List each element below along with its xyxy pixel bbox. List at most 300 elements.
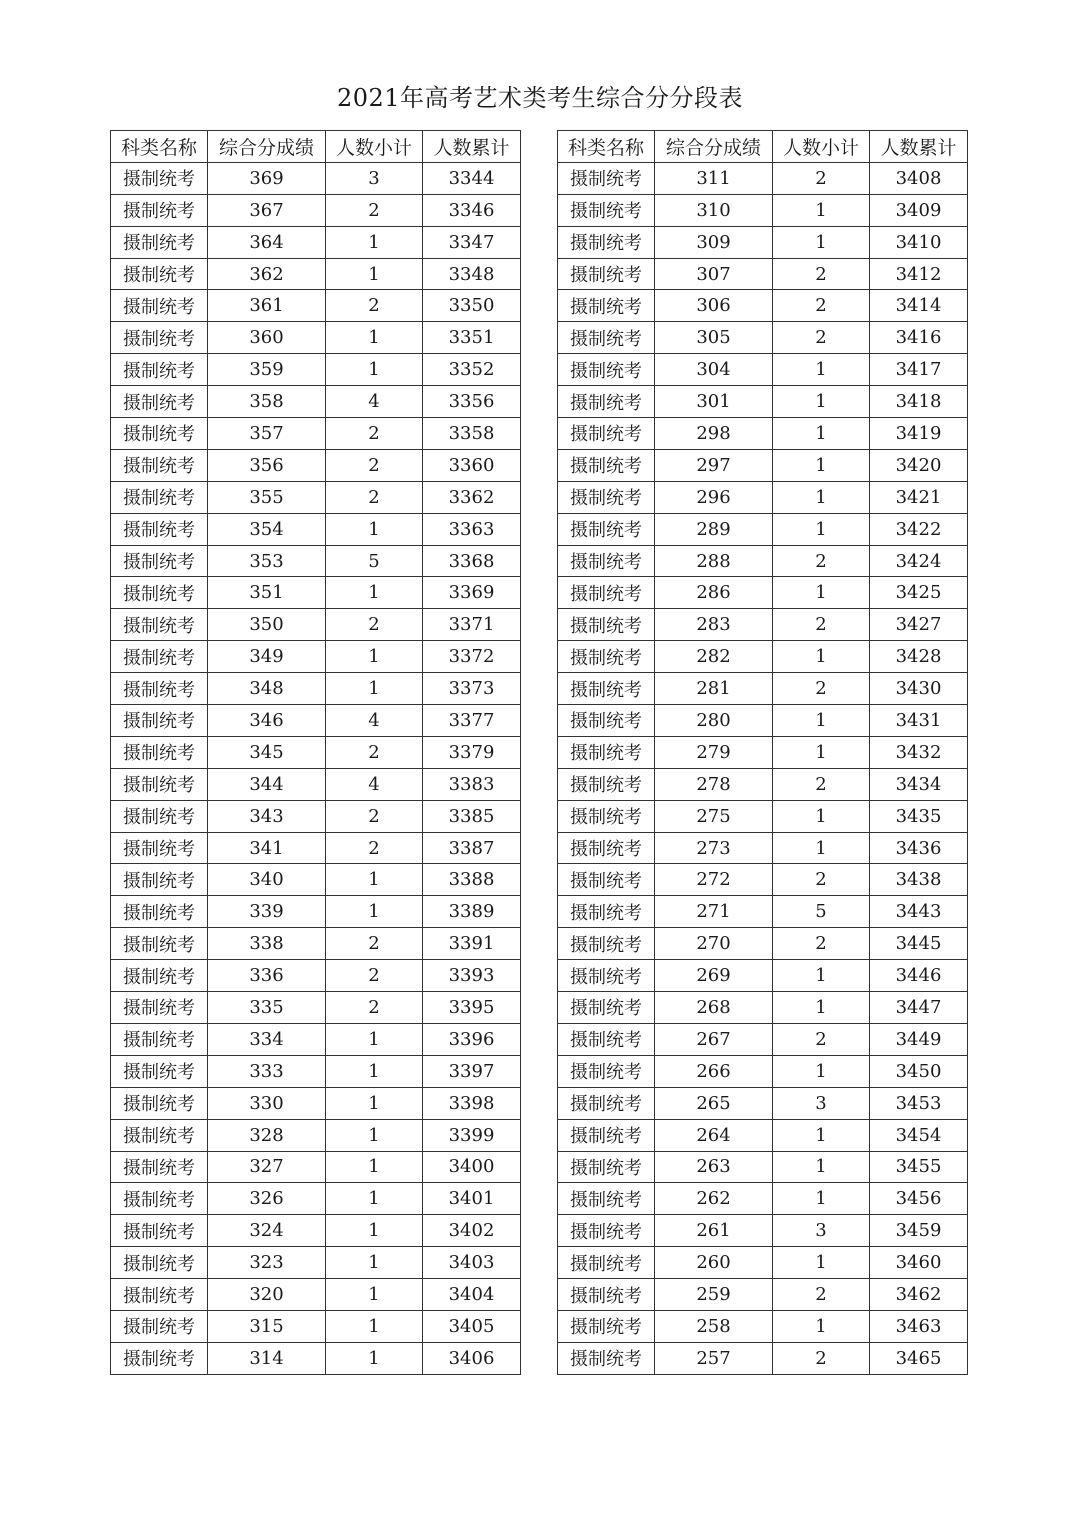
- cell-cumulative: 3372: [423, 641, 521, 673]
- cell-category: 摄制统考: [558, 928, 655, 960]
- cell-count: 2: [773, 258, 870, 290]
- cell-count: 1: [326, 577, 423, 609]
- cell-category: 摄制统考: [111, 162, 208, 194]
- header-cumulative: 人数累计: [423, 131, 521, 163]
- cell-cumulative: 3445: [870, 928, 968, 960]
- cell-cumulative: 3436: [870, 832, 968, 864]
- cell-cumulative: 3430: [870, 673, 968, 705]
- cell-count: 1: [773, 1310, 870, 1342]
- cell-cumulative: 3403: [423, 1247, 521, 1279]
- cell-cumulative: 3402: [423, 1215, 521, 1247]
- cell-score: 281: [655, 673, 773, 705]
- cell-cumulative: 3416: [870, 322, 968, 354]
- cell-category: 摄制统考: [558, 1055, 655, 1087]
- cell-cumulative: 3396: [423, 1023, 521, 1055]
- header-count: 人数小计: [326, 131, 423, 163]
- cell-count: 1: [326, 1119, 423, 1151]
- cell-category: 摄制统考: [558, 832, 655, 864]
- cell-cumulative: 3417: [870, 354, 968, 386]
- cell-score: 275: [655, 800, 773, 832]
- cell-count: 1: [773, 418, 870, 450]
- cell-cumulative: 3456: [870, 1183, 968, 1215]
- cell-score: 330: [208, 1087, 326, 1119]
- table-row: [558, 1087, 968, 1119]
- table-row: [111, 864, 521, 896]
- cell-count: 1: [773, 1151, 870, 1183]
- table-row: [558, 800, 968, 832]
- cell-cumulative: 3432: [870, 736, 968, 768]
- cell-cumulative: 3414: [870, 290, 968, 322]
- cell-cumulative: 3399: [423, 1119, 521, 1151]
- cell-category: 摄制统考: [558, 609, 655, 641]
- cell-category: 摄制统考: [111, 896, 208, 928]
- header-category: 科类名称: [558, 131, 655, 163]
- cell-category: 摄制统考: [111, 768, 208, 800]
- cell-cumulative: 3371: [423, 609, 521, 641]
- cell-count: 2: [326, 800, 423, 832]
- score-table-left: [110, 130, 521, 1375]
- cell-score: 278: [655, 768, 773, 800]
- table-row: [111, 162, 521, 194]
- cell-category: 摄制统考: [558, 162, 655, 194]
- cell-count: 2: [326, 194, 423, 226]
- cell-score: 356: [208, 449, 326, 481]
- cell-cumulative: 3438: [870, 864, 968, 896]
- cell-score: 350: [208, 609, 326, 641]
- table-row: [111, 800, 521, 832]
- table-row: [111, 1342, 521, 1374]
- table-row: [558, 960, 968, 992]
- table-row: [558, 386, 968, 418]
- cell-category: 摄制统考: [558, 736, 655, 768]
- cell-count: 2: [773, 545, 870, 577]
- cell-category: 摄制统考: [558, 226, 655, 258]
- table-row: [111, 545, 521, 577]
- table-row: [558, 1279, 968, 1311]
- cell-cumulative: 3462: [870, 1279, 968, 1311]
- cell-count: 3: [773, 1215, 870, 1247]
- cell-count: 5: [773, 896, 870, 928]
- cell-cumulative: 3344: [423, 162, 521, 194]
- cell-count: 1: [773, 226, 870, 258]
- cell-category: 摄制统考: [111, 1342, 208, 1374]
- cell-score: 282: [655, 641, 773, 673]
- cell-count: 2: [773, 928, 870, 960]
- table-row: [111, 1023, 521, 1055]
- cell-cumulative: 3455: [870, 1151, 968, 1183]
- cell-category: 摄制统考: [111, 1119, 208, 1151]
- cell-category: 摄制统考: [111, 1279, 208, 1311]
- cell-cumulative: 3391: [423, 928, 521, 960]
- cell-category: 摄制统考: [111, 992, 208, 1024]
- cell-category: 摄制统考: [111, 832, 208, 864]
- cell-score: 359: [208, 354, 326, 386]
- cell-cumulative: 3428: [870, 641, 968, 673]
- cell-category: 摄制统考: [111, 194, 208, 226]
- cell-count: 2: [326, 609, 423, 641]
- cell-category: 摄制统考: [111, 577, 208, 609]
- cell-cumulative: 3393: [423, 960, 521, 992]
- cell-score: 314: [208, 1342, 326, 1374]
- cell-cumulative: 3419: [870, 418, 968, 450]
- cell-cumulative: 3406: [423, 1342, 521, 1374]
- cell-cumulative: 3460: [870, 1247, 968, 1279]
- cell-score: 367: [208, 194, 326, 226]
- cell-score: 262: [655, 1183, 773, 1215]
- header-score: 综合分成绩: [208, 131, 326, 163]
- cell-score: 288: [655, 545, 773, 577]
- cell-count: 1: [326, 1087, 423, 1119]
- table-row: [111, 258, 521, 290]
- cell-cumulative: 3449: [870, 1023, 968, 1055]
- table-row: [111, 577, 521, 609]
- cell-cumulative: 3427: [870, 609, 968, 641]
- cell-category: 摄制统考: [111, 609, 208, 641]
- table-row: [111, 290, 521, 322]
- cell-count: 3: [326, 162, 423, 194]
- score-table-right: [557, 130, 968, 1375]
- cell-cumulative: 3360: [423, 449, 521, 481]
- cell-score: 343: [208, 800, 326, 832]
- cell-score: 333: [208, 1055, 326, 1087]
- cell-category: 摄制统考: [558, 864, 655, 896]
- cell-category: 摄制统考: [558, 673, 655, 705]
- cell-count: 2: [773, 609, 870, 641]
- table-row: [558, 1055, 968, 1087]
- cell-category: 摄制统考: [111, 1183, 208, 1215]
- cell-count: 1: [326, 896, 423, 928]
- cell-cumulative: 3431: [870, 705, 968, 737]
- cell-score: 296: [655, 481, 773, 513]
- cell-count: 1: [773, 1119, 870, 1151]
- cell-score: 263: [655, 1151, 773, 1183]
- cell-cumulative: 3412: [870, 258, 968, 290]
- cell-count: 1: [773, 705, 870, 737]
- table-row: [111, 736, 521, 768]
- table-row: [558, 673, 968, 705]
- cell-count: 1: [326, 1247, 423, 1279]
- header-row: [111, 131, 521, 163]
- table-row: [558, 354, 968, 386]
- table-row: [558, 290, 968, 322]
- cell-score: 355: [208, 481, 326, 513]
- cell-score: 334: [208, 1023, 326, 1055]
- header-cumulative: 人数累计: [870, 131, 968, 163]
- cell-category: 摄制统考: [558, 1215, 655, 1247]
- cell-cumulative: 3358: [423, 418, 521, 450]
- cell-category: 摄制统考: [558, 1342, 655, 1374]
- table-row: [111, 418, 521, 450]
- cell-cumulative: 3425: [870, 577, 968, 609]
- cell-category: 摄制统考: [111, 226, 208, 258]
- table-row: [558, 577, 968, 609]
- table-row: [111, 832, 521, 864]
- cell-category: 摄制统考: [558, 290, 655, 322]
- cell-score: 264: [655, 1119, 773, 1151]
- cell-cumulative: 3362: [423, 481, 521, 513]
- cell-category: 摄制统考: [558, 386, 655, 418]
- table-row: [111, 226, 521, 258]
- table-row: [558, 832, 968, 864]
- cell-category: 摄制统考: [111, 864, 208, 896]
- cell-cumulative: 3368: [423, 545, 521, 577]
- cell-cumulative: 3408: [870, 162, 968, 194]
- table-row: [558, 1342, 968, 1374]
- cell-cumulative: 3435: [870, 800, 968, 832]
- table-row: [558, 545, 968, 577]
- cell-cumulative: 3377: [423, 705, 521, 737]
- header-category: 科类名称: [111, 131, 208, 163]
- page-title: 2021年高考艺术类考生综合分分段表: [336, 84, 744, 112]
- cell-cumulative: 3424: [870, 545, 968, 577]
- cell-cumulative: 3443: [870, 896, 968, 928]
- cell-count: 1: [773, 386, 870, 418]
- cell-cumulative: 3447: [870, 992, 968, 1024]
- cell-cumulative: 3420: [870, 449, 968, 481]
- table-row: [558, 864, 968, 896]
- table-row: [111, 513, 521, 545]
- cell-category: 摄制统考: [111, 354, 208, 386]
- cell-category: 摄制统考: [111, 641, 208, 673]
- cell-category: 摄制统考: [111, 258, 208, 290]
- cell-count: 2: [326, 481, 423, 513]
- cell-count: 1: [773, 1247, 870, 1279]
- cell-count: 1: [326, 1342, 423, 1374]
- cell-cumulative: 3389: [423, 896, 521, 928]
- cell-count: 2: [773, 673, 870, 705]
- cell-count: 1: [773, 1055, 870, 1087]
- cell-category: 摄制统考: [558, 1023, 655, 1055]
- cell-category: 摄制统考: [111, 800, 208, 832]
- cell-score: 341: [208, 832, 326, 864]
- cell-count: 2: [773, 1342, 870, 1374]
- table-row: [558, 226, 968, 258]
- cell-score: 327: [208, 1151, 326, 1183]
- cell-score: 358: [208, 386, 326, 418]
- cell-score: 309: [655, 226, 773, 258]
- cell-cumulative: 3397: [423, 1055, 521, 1087]
- cell-score: 289: [655, 513, 773, 545]
- cell-count: 4: [326, 705, 423, 737]
- table-row: [111, 896, 521, 928]
- cell-category: 摄制统考: [558, 418, 655, 450]
- cell-cumulative: 3351: [423, 322, 521, 354]
- cell-category: 摄制统考: [111, 1215, 208, 1247]
- table-row: [558, 736, 968, 768]
- cell-score: 357: [208, 418, 326, 450]
- cell-category: 摄制统考: [558, 1183, 655, 1215]
- cell-score: 339: [208, 896, 326, 928]
- cell-score: 261: [655, 1215, 773, 1247]
- cell-category: 摄制统考: [558, 513, 655, 545]
- cell-count: 2: [326, 832, 423, 864]
- cell-count: 1: [773, 641, 870, 673]
- cell-count: 2: [326, 928, 423, 960]
- table-row: [558, 609, 968, 641]
- header-count: 人数小计: [773, 131, 870, 163]
- table-row: [111, 481, 521, 513]
- cell-count: 1: [326, 1055, 423, 1087]
- header-score: 综合分成绩: [655, 131, 773, 163]
- cell-cumulative: 3356: [423, 386, 521, 418]
- cell-count: 1: [326, 1279, 423, 1311]
- cell-cumulative: 3373: [423, 673, 521, 705]
- cell-count: 2: [326, 736, 423, 768]
- cell-count: 2: [773, 768, 870, 800]
- cell-count: 1: [326, 673, 423, 705]
- table-row: [558, 896, 968, 928]
- cell-category: 摄制统考: [558, 545, 655, 577]
- cell-count: 1: [326, 1215, 423, 1247]
- cell-count: 1: [773, 960, 870, 992]
- table-row: [558, 418, 968, 450]
- cell-cumulative: 3465: [870, 1342, 968, 1374]
- table-row: [111, 1183, 521, 1215]
- cell-score: 353: [208, 545, 326, 577]
- cell-category: 摄制统考: [111, 1247, 208, 1279]
- cell-score: 257: [655, 1342, 773, 1374]
- cell-category: 摄制统考: [558, 705, 655, 737]
- cell-score: 269: [655, 960, 773, 992]
- table-row: [558, 449, 968, 481]
- cell-cumulative: 3450: [870, 1055, 968, 1087]
- cell-cumulative: 3348: [423, 258, 521, 290]
- cell-score: 369: [208, 162, 326, 194]
- cell-score: 306: [655, 290, 773, 322]
- cell-cumulative: 3459: [870, 1215, 968, 1247]
- header-row: [558, 131, 968, 163]
- table-row: [111, 194, 521, 226]
- cell-category: 摄制统考: [111, 1087, 208, 1119]
- table-row: [111, 1087, 521, 1119]
- table-row: [111, 386, 521, 418]
- table-row: [558, 513, 968, 545]
- cell-score: 259: [655, 1279, 773, 1311]
- cell-score: 340: [208, 864, 326, 896]
- cell-score: 271: [655, 896, 773, 928]
- cell-category: 摄制统考: [558, 1279, 655, 1311]
- cell-count: 1: [326, 1151, 423, 1183]
- cell-score: 320: [208, 1279, 326, 1311]
- cell-category: 摄制统考: [558, 449, 655, 481]
- cell-cumulative: 3418: [870, 386, 968, 418]
- cell-count: 2: [773, 864, 870, 896]
- cell-cumulative: 3347: [423, 226, 521, 258]
- table-row: [111, 641, 521, 673]
- table-row: [558, 162, 968, 194]
- cell-score: 268: [655, 992, 773, 1024]
- cell-category: 摄制统考: [111, 290, 208, 322]
- cell-score: 279: [655, 736, 773, 768]
- table-row: [111, 322, 521, 354]
- cell-count: 1: [326, 513, 423, 545]
- cell-score: 315: [208, 1310, 326, 1342]
- cell-count: 1: [773, 577, 870, 609]
- cell-count: 1: [773, 513, 870, 545]
- cell-count: 1: [773, 736, 870, 768]
- cell-score: 286: [655, 577, 773, 609]
- cell-category: 摄制统考: [111, 705, 208, 737]
- cell-count: 1: [773, 1183, 870, 1215]
- table-row: [558, 1151, 968, 1183]
- table-row: [111, 449, 521, 481]
- cell-count: 1: [773, 992, 870, 1024]
- cell-score: 364: [208, 226, 326, 258]
- cell-score: 345: [208, 736, 326, 768]
- cell-score: 349: [208, 641, 326, 673]
- cell-category: 摄制统考: [111, 1055, 208, 1087]
- cell-score: 310: [655, 194, 773, 226]
- cell-cumulative: 3453: [870, 1087, 968, 1119]
- cell-score: 346: [208, 705, 326, 737]
- cell-count: 1: [773, 481, 870, 513]
- cell-count: 1: [326, 322, 423, 354]
- cell-cumulative: 3398: [423, 1087, 521, 1119]
- cell-cumulative: 3387: [423, 832, 521, 864]
- table-row: [111, 960, 521, 992]
- cell-count: 1: [326, 1310, 423, 1342]
- cell-cumulative: 3352: [423, 354, 521, 386]
- cell-category: 摄制统考: [558, 322, 655, 354]
- cell-score: 265: [655, 1087, 773, 1119]
- cell-score: 360: [208, 322, 326, 354]
- table-row: [558, 641, 968, 673]
- cell-score: 324: [208, 1215, 326, 1247]
- cell-count: 1: [773, 800, 870, 832]
- cell-count: 2: [326, 960, 423, 992]
- cell-score: 351: [208, 577, 326, 609]
- cell-score: 266: [655, 1055, 773, 1087]
- table-row: [558, 322, 968, 354]
- cell-cumulative: 3446: [870, 960, 968, 992]
- cell-count: 3: [773, 1087, 870, 1119]
- cell-category: 摄制统考: [558, 1087, 655, 1119]
- cell-category: 摄制统考: [111, 928, 208, 960]
- cell-score: 297: [655, 449, 773, 481]
- cell-count: 1: [326, 1183, 423, 1215]
- table-row: [558, 258, 968, 290]
- table-row: [111, 1310, 521, 1342]
- cell-score: 270: [655, 928, 773, 960]
- cell-cumulative: 3395: [423, 992, 521, 1024]
- cell-score: 336: [208, 960, 326, 992]
- cell-score: 323: [208, 1247, 326, 1279]
- table-row: [558, 768, 968, 800]
- cell-category: 摄制统考: [558, 1310, 655, 1342]
- cell-cumulative: 3385: [423, 800, 521, 832]
- cell-cumulative: 3410: [870, 226, 968, 258]
- cell-category: 摄制统考: [111, 545, 208, 577]
- cell-count: 1: [326, 354, 423, 386]
- cell-cumulative: 3383: [423, 768, 521, 800]
- cell-category: 摄制统考: [111, 513, 208, 545]
- cell-count: 1: [773, 449, 870, 481]
- table-row: [558, 928, 968, 960]
- cell-score: 304: [655, 354, 773, 386]
- cell-cumulative: 3363: [423, 513, 521, 545]
- cell-count: 1: [326, 226, 423, 258]
- cell-category: 摄制统考: [558, 641, 655, 673]
- table-row: [558, 1247, 968, 1279]
- cell-category: 摄制统考: [111, 1023, 208, 1055]
- cell-score: 326: [208, 1183, 326, 1215]
- cell-score: 335: [208, 992, 326, 1024]
- cell-score: 260: [655, 1247, 773, 1279]
- table-row: [111, 1055, 521, 1087]
- cell-category: 摄制统考: [558, 258, 655, 290]
- cell-count: 4: [326, 768, 423, 800]
- cell-category: 摄制统考: [558, 992, 655, 1024]
